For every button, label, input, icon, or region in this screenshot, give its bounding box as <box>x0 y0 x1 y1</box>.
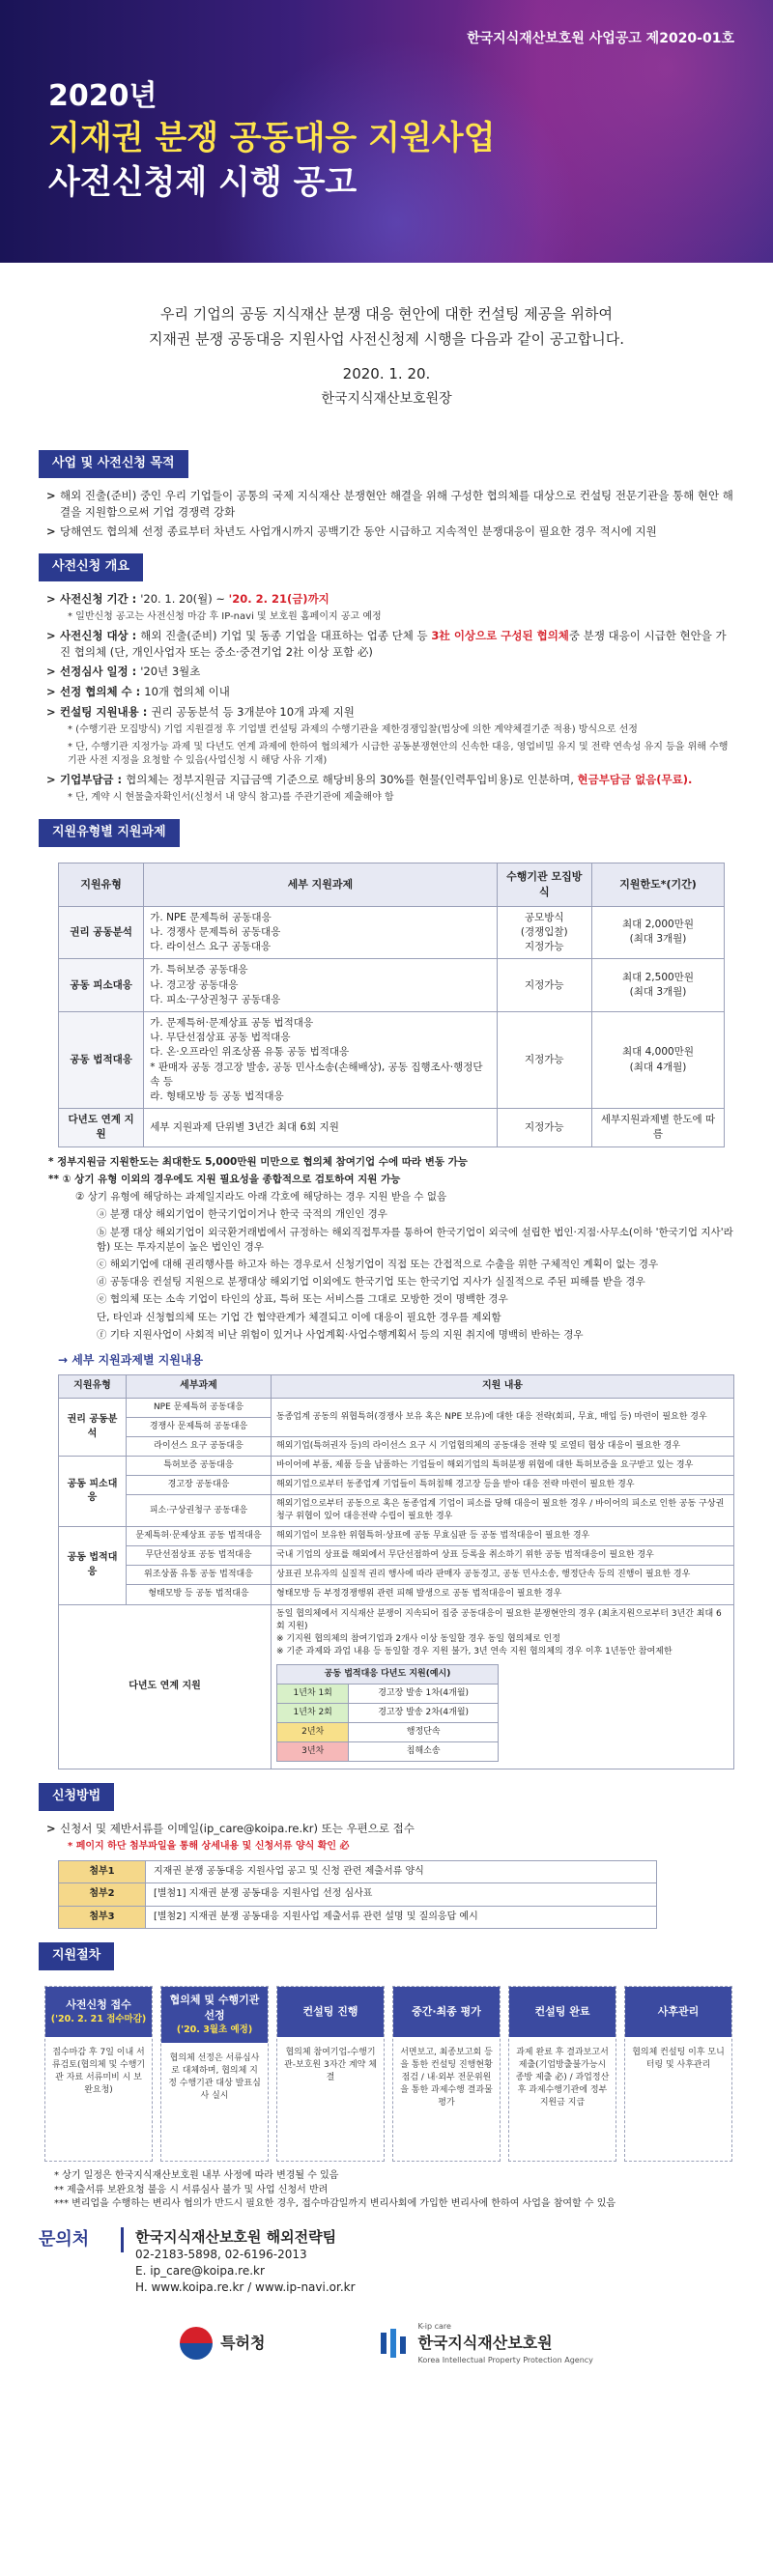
table-row: 경쟁사 문제특허 공동대응 <box>59 1418 734 1437</box>
contact-email[interactable]: E. ip_care@koipa.re.kr <box>135 2263 265 2278</box>
contact-org: 한국지식재산보호원 해외전략팀 <box>135 2227 337 2246</box>
multiyear-example-table: 공동 법적대응 다년도 지원(예시) 1년차 1회 경고장 발송 1차(4개월) 1년차 2회 경고장 발송 2차(4개월) 2년차 행정단속 3년차 침해소송 <box>276 1664 499 1762</box>
contact-label: 문의처 <box>39 2227 124 2252</box>
table-row: 공동 법적대응 가. 문제특허·문제상표 공동 법적대응 나. 무단선점상표 공동 법적대응 다. 온·오프라인 위조상품 유통 공동 법적대응 * 판매자 공동 경고장 발송, 공동 민사소송(손해배상), 공동 집행조사·행정단속 등 라. 형태모방 등 공동 법적대응 지정가능 최대 4,000만원 (최대 4개월) <box>59 1011 725 1108</box>
support-notes: * 정부지원금 지원한도는 최대한도 5,000만원 미만으로 협의체 참여기업 수에 따라 변동 가능 ** ① 상기 유형 이외의 경우에도 지원 필요성을 종합적으로 검토하여 지원 가능 ② 상기 유형에 해당하는 과제일지라도 아래 각호에 해당하는 경우 지원 받을 수 없음 ⓐ 분쟁 대상 해외기업이 한국기업이거나 한국 국적의 개인인 경우 ⓑ 분쟁 대상 해외기업이 외국환거래법에서 규정하는 해외직접투자를 통하여 한국기업이 외국에 설립한 법인·지점·사무소(이하 '한국기업 지사'라 함) 또는 투자지분이 높은 법인인 경우 ⓒ 해외기업에 대해 권리행사를 하고자 하는 경우로서 신청기업이 직접 또는 간접적으로 수출을 위한 구체적인 계획이 없는 경우 ⓓ 공동대응 컨설팅 지원으로 분쟁대상 해외기업 이외에도 한국기업 또는 한국기업 지사가 실질적으로 주된 피해를 받을 경우 ⓔ 협의체 또는 소속 기업이 타인의 상표, 특허 또는 서비스를 그대로 모방한 것이 명백한 경우 단, 타인과 신청협의체 또는 기업 간 협약관계가 체결되고 이에 대응이 필요한 경우를 제외함 ⓕ 기타 지원사업이 사회적 비난 위험이 있거나 사업계획·사업수행계획서 등의 지원 취지에 명백히 반하는 경우 <box>48 1155 733 1341</box>
banner-title-sub: 사전신청제 시행 공고 <box>48 163 358 202</box>
section-title: 사전신청 개요 <box>39 553 143 581</box>
table-row: 경고장 공동대응 해외기업으로부터 동종업계 기업들이 특허침해 경고장 등을 받아 대응 전략 마련이 필요한 경우 <box>59 1476 734 1495</box>
detail-table: 지원유형 세부과제 지원 내용 권리 공동분석 NPE 문제특허 공동대응 동종업계 공동의 위협특허(경쟁사 보유 혹은 NPE 보유)에 대한 대응 전략(회피, 무효, 매입 등) 마련이 필요한 경우 경쟁사 문제특허 공동대응 라이선스 요구 공동대응 해외기업(특허권자 등)의 라이선스 요구 시 기업협의체의 공동대응 전략 및 로열티 협상 대응이 필요한 경우 공동 피소대응 특허보증 공동대응 바이어에 부품, 제품 등을 납품하는 기업들이 해외기업의 특허분쟁 위협에 대한 특허보증을 요구받고 있는 경우 경고장 공동대응 해외기업으로부터 동종업계 기업들이 특허침해 경고장 등을 받아 대응 전략 마련이 필요한 경우 피소·구상권청구 공동대응 해외기업으로부터 공동으로 혹은 동종업계 기업이 피소를 당해 대응이 필요한 경우 / 바이어의 피소로 인한 공동 구상권 청구 위협이 있어 대응전략 수립이 필요한 경우 공동 법적대응 문제특허·문제상표 공동 법적대응 해외기업이 보유한 위협특허·상표에 공동 무효심판 등 공동 법적대응이 필요한 경우 무단선점상표 공동 법적대응 국내 기업의 상표를 해외에서 무단선점하여 상표 등록을 취소하기 위한 공동 법적대응이 필요한 경우 위조상품 유통 공동 법적대응 상표권 보유자의 실질적 권리 행사에 따라 판매자 공동경고, 공동 민사소송, 행정단속 등의 진행이 필요한 경우 형태모방 등 공동 법적대응 형태모방 등 부정경쟁행위 관련 피해 발생으로 공동 법적대응이 필요한 경우 다년도 연계 지원 동일 협의체에서 지식재산 분쟁이 지속되어 집중 공동대응이 필요한 분쟁현안의 경우 (최초지원으로부터 3년간 최대 6회 지원) ※ 기지원 협의체의 참여기업과 2개사 이상 동일할 경우 동일 협의체로 인정 ※ 기준 과제와 과업 내용 등 동일할 경우 지원 불가, 3년 연속 지원 협의체의 경우 이후 1년동안 참여제한 공동 법적대응 다년도 지원(예시) 1년차 1회 경고장 발송 1차(4개월) 1년차 2회 경고장 발송 2차(4개월) 2년차 행정단속 3년차 침해소송 <box>58 1374 734 1769</box>
detail-title: → 세부 지원과제별 지원내용 <box>58 1353 204 1368</box>
col-header: 세부 지원과제 <box>144 863 497 906</box>
table-row: 라이선스 요구 공동대응 해외기업(특허권자 등)의 라이선스 요구 시 기업협의체의 공동대응 전략 및 로열티 협상 대응이 필요한 경우 <box>59 1437 734 1457</box>
bullet-target: > 사전신청 대상 : 해외 진출(준비) 기업 및 동종 기업을 대표하는 업종 단체 등 3社 이상으로 구성된 협의체중 분쟁 대응이 시급한 현안을 가진 협의체 (단, 개인사업자 또는 중소·중견기업 2社 이상 포함 必) <box>39 628 734 660</box>
table-row: 공동 법적대응 문제특허·문제상표 공동 법적대응 해외기업이 보유한 위협특허·상표에 공동 무효심판 등 공동 법적대응이 필요한 경우 <box>59 1527 734 1546</box>
bullet-count: > 선정 협의체 수 : 10개 협의체 이내 <box>39 684 734 700</box>
table-row: 다년도 연계 지원 동일 협의체에서 지식재산 분쟁이 지속되어 집중 공동대응이 필요한 분쟁현안의 경우 (최초지원으로부터 3년간 최대 6회 지원) ※ 기지원 협의체의 참여기업과 2개사 이상 동일할 경우 동일 협의체로 인정 ※ 기준 과제와 과업 내용 등 동일할 경우 지원 불가, 3년 연속 지원 협의체의 경우 이후 1년동안 참여제한 공동 법적대응 다년도 지원(예시) 1년차 1회 경고장 발송 1차(4개월) 1년차 2회 경고장 발송 2차(4개월) 2년차 행정단속 3년차 침해소송 <box>59 1604 734 1769</box>
col-header: 수행기관 모집방식 <box>497 863 591 906</box>
note: * 페이지 하단 첨부파일을 통해 상세내용 및 신청서류 양식 확인 必 <box>68 1841 350 1853</box>
intro-line: 지재권 분쟁 공동대응 지원사업 사전신청제 시행을 다음과 같이 공고합니다. <box>148 330 625 348</box>
procedure-flow <box>39 1986 734 2162</box>
col-header: 지원한도*(기간) <box>592 863 725 906</box>
table-row: 첨부3 [별첨2] 지재권 분쟁 공동대응 지원사업 제출서류 관련 설명 및 질의응답 예시 <box>59 1906 657 1929</box>
section-purpose <box>0 450 773 540</box>
table-row: 무단선점상표 공동 법적대응 국내 기업의 상표를 해외에서 무단선점하여 상표 등록을 취소하기 위한 공동 법적대응이 필요한 경우 <box>59 1546 734 1566</box>
contact-homepage[interactable]: H. www.koipa.re.kr / www.ip-navi.or.kr <box>135 2279 356 2294</box>
table-row: 공동 피소대응 특허보증 공동대응 바이어에 부품, 제품 등을 납품하는 기업들이 해외기업의 특허분쟁 위협에 대한 특허보증을 요구받고 있는 경우 <box>59 1457 734 1476</box>
taeguk-icon <box>180 2327 213 2360</box>
intro-date: 2020. 1. 20. <box>342 365 431 382</box>
note: * 단, 수행기관 지정가능 과제 및 다년도 연계 과제에 한하여 협의체가 시급한 공동분쟁현안의 신속한 대응, 영업비밀 유지 및 전략 연속성 유지 등을 위해 수행기관 사전 지정을 요청할 수 있음(사업신청 시 해당 사유 기재) <box>68 741 729 767</box>
bullet: > 당해연도 협의체 선정 종료부터 차년도 사업개시까지 공백기간 동안 시급하고 지속적인 분쟁대응이 필요한 경우 적시에 지원 <box>39 524 734 540</box>
procedure-step: 사후관리 협의체 컨설팅 이후 모니터링 및 사후관리 <box>624 1986 732 2162</box>
table-row: 형태모방 등 공동 법적대응 형태모방 등 부정경쟁행위 관련 피해 발생으로 공동 법적대응이 필요한 경우 <box>59 1585 734 1604</box>
note: * (수행기관 모집방식) 기업 지원결정 후 기업별 컨설팅 과제의 수행기관을 제한경쟁입찰(법상에 의한 계약체결기준 적용) 방식으로 선정 <box>68 724 638 736</box>
bullet-burden: > 기업부담금 : 협의체는 정부지원금 지급금액 기준으로 해당비용의 30%를 현물(인력투입비용)로 인분하며, 현금부담금 없음(무료). <box>39 772 734 788</box>
section-title: 지원절차 <box>39 1942 114 1970</box>
intro-line: 우리 기업의 공동 지식재산 분쟁 대응 현안에 대한 컨설팅 제공을 위하여 <box>160 305 613 323</box>
header-banner <box>0 0 773 263</box>
kipo-logo: 특허청 <box>180 2327 265 2360</box>
table-row: 공동 피소대응 가. 특허보증 공동대응 나. 경고장 공동대응 다. 피소·구상권청구 공동대응 지정가능 최대 2,500만원 (최대 3개월) <box>59 959 725 1012</box>
section-overview <box>0 553 773 806</box>
procedure-step: 컨설팅 완료 과제 완료 후 결과보고서 제출(기업방출불가능시 종방 제출 必) / 과업정산 후 과제수행기관에 정부지원금 지급 <box>508 1986 616 2162</box>
banner-titles <box>48 77 495 205</box>
bullet: > 신청서 및 제반서류를 이메일(ip_care@koipa.re.kr) 또는 우편으로 접수 <box>39 1821 734 1837</box>
note: * 일반신청 공고는 사전신청 마감 후 IP-navi 및 보호원 홈페이지 공고 예정 <box>68 611 382 623</box>
note: * 단, 계약 시 현물출자확인서(신청서 내 양식 참고)를 주관기관에 제출해야 함 <box>68 792 394 804</box>
section-apply <box>0 1783 773 1930</box>
banner-title-main: 지재권 분쟁 공동대응 지원사업 <box>48 119 496 157</box>
intro <box>0 263 773 437</box>
table-row: 위조상품 유통 공동 법적대응 상표권 보유자의 실질적 권리 행사에 따라 판매자 공동경고, 공동 민사소송, 행정단속 등의 진행이 필요한 경우 <box>59 1566 734 1585</box>
koipa-mark-icon <box>381 2329 410 2358</box>
attachments-table <box>58 1860 657 1930</box>
contact <box>0 2227 773 2296</box>
section-title: 지원유형별 지원과제 <box>39 819 180 847</box>
table-row: 권리 공동분석 NPE 문제특허 공동대응 동종업계 공동의 위협특허(경쟁사 보유 혹은 NPE 보유)에 대한 대응 전략(회피, 무효, 매입 등) 마련이 필요한 경우 <box>59 1398 734 1417</box>
section-title: 신청방법 <box>39 1783 114 1811</box>
bullet-period: > 사전신청 기간 : '20. 1. 20(월) ~ '20. 2. 21(금)까지 <box>39 591 734 608</box>
procedure-step: 협의체 및 수행기관 선정 ('20. 3월초 예정) 협의체 선정은 서류심사로 대체하며, 협의체 지정 수행기관 대상 발표심사 실시 <box>160 1986 269 2162</box>
bullet-schedule: > 선정심사 일정 : '20년 3월초 <box>39 664 734 680</box>
col-header: 지원유형 <box>59 863 144 906</box>
section-support <box>0 819 773 1769</box>
table-row: 첨부1 지재권 분쟁 공동대응 지원사업 공고 및 신청 관련 제출서류 양식 <box>59 1860 657 1883</box>
bullet-areas: > 컨설팅 지원내용 : 권리 공동분석 등 3개분야 10개 과제 지원 <box>39 704 734 721</box>
table-row: 권리 공동분석 가. NPE 문제특허 공동대응 나. 경쟁사 문제특허 공동대응 다. 라이선스 요구 공동대응 공모방식 (경쟁입찰) 지정가능 최대 2,000만원 (최대 3개월) <box>59 906 725 959</box>
banner-title-year: 2020년 <box>48 79 157 113</box>
procedure-step: 컨설팅 진행 협의체 참여기업-수행기관-보호원 3자간 계약 체결 <box>276 1986 385 2162</box>
table-row: 첨부2 [별첨1] 지재권 분쟁 공동대응 지원사업 선정 심사표 <box>59 1883 657 1907</box>
section-procedure <box>0 1942 773 2211</box>
procedure-step: 사전신청 접수 ('20. 2. 21 접수마감) 접수마감 후 7일 이내 서류검토(협의체 및 수행기관 자료 서류미비 시 보완요청) <box>44 1986 153 2162</box>
contact-tel: 02-2183-5898, 02-6196-2013 <box>135 2247 307 2261</box>
bullet: > 해외 진출(준비) 중인 우리 기업들이 공통의 국제 지식재산 분쟁현안 해결을 위해 구성한 협의체를 대상으로 컨설팅 전문기관을 통해 현안 해결을 지원함으로써 기업 경쟁력 강화 <box>39 488 734 520</box>
intro-org: 한국지식재산보호원장 <box>321 391 452 407</box>
section-title: 사업 및 사전신청 목적 <box>39 450 188 478</box>
koipa-logo: K-ip care 한국지식재산보호원 Korea Intellectual Property Protection Agency <box>381 2321 592 2365</box>
table-row: 다년도 연계 지원 세부 지원과제 단위별 3년간 최대 6회 지원 지정가능 세부지원과제별 한도에 따름 <box>59 1109 725 1146</box>
footer-logos <box>0 2321 773 2365</box>
procedure-step: 중간·최종 평가 서면보고, 최종보고회 등을 통한 컨설팅 진행현황 점검 / 내·외부 전문위원을 통한 과제수행 결과물 평가 <box>392 1986 501 2162</box>
table-row: 피소·구상권청구 공동대응 해외기업으로부터 공동으로 혹은 동종업계 기업이 피소를 당해 대응이 필요한 경우 / 바이어의 피소로 인한 공동 구상권 청구 위협이 있어 대응전략 수립이 필요한 경우 <box>59 1495 734 1527</box>
announcement-number: 한국지식재산보호원 사업공고 제2020-01호 <box>467 31 734 46</box>
procedure-notes: * 상기 일정은 한국지식재산보호원 내부 사정에 따라 변경될 수 있음 ** 제출서류 보완요청 불응 시 서류심사 불가 및 사업 신청서 반려 *** 변리업을 수행하는 변리사 협의가 반드시 필요한 경우, 접수마감일까지 변리사회에 가입한 변리사에 한하여 사업을 참여할 수 있음 <box>54 2170 616 2210</box>
support-table <box>58 863 725 1147</box>
